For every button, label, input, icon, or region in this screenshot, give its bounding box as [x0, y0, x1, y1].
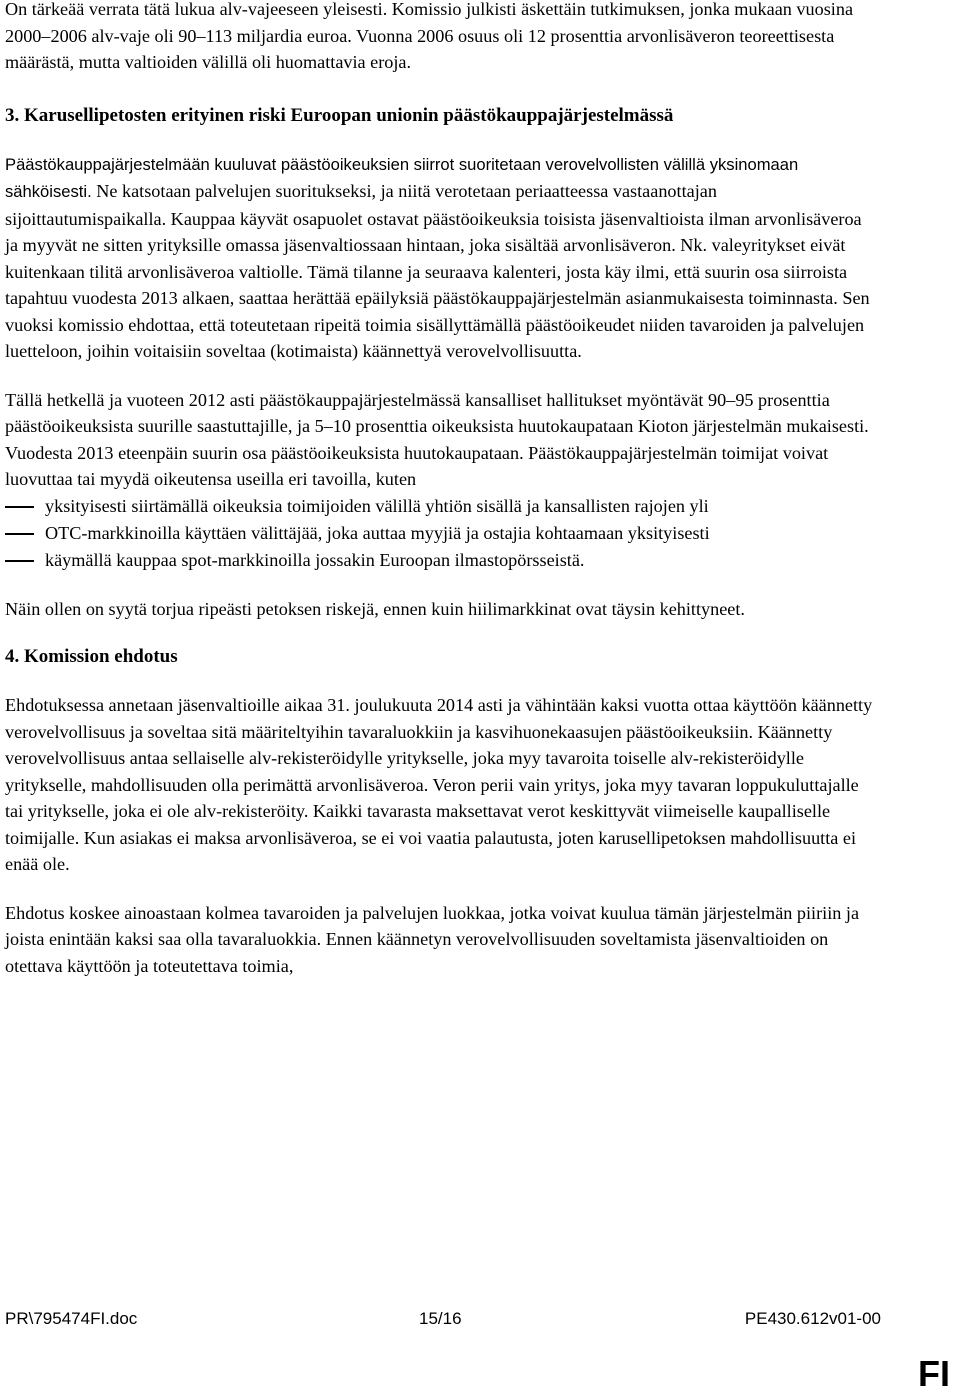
paragraph-scope: Ehdotus koskee ainoastaan kolmea tavaroiden ja palvelujen luokkaa, jotka voivat kuulua tämän järjestelmän piiriin ja joista enintään kaksi saa olla tavaraluokkia. Ennen käännetyn verovelvollisuuden soveltamista jäsenvaltioiden on otettava käyttöön ja toteutettava toimia, [5, 902, 860, 976]
dash-bullet-icon [5, 533, 34, 535]
dash-bullet-icon [5, 506, 34, 508]
document-page [5, 0, 875, 979]
paragraph-transfers-lead: Päästökauppajärjestelmään kuuluvat päästöoikeuksien siirrot suoritetaan verovelvollisten välillä yksinomaan sähköisesti. [5, 154, 799, 201]
section-4-heading: 4. Komission ehdotus [5, 646, 178, 667]
section-3-heading: 3. Karusellipetosten erityinen riski Euroopan unionin päästökauppajärjestelmässä [5, 104, 674, 126]
paragraph-fraud-risk: Näin ollen on syytä torjua ripeästi petoksen riskejä, ennen kuin hiilimarkkinat ovat täysin kehittyneet. [5, 598, 745, 619]
dash-bullet-icon [5, 560, 34, 562]
paragraph-transfers-body: Ne katsotaan palvelujen suoritukseksi, ja niitä verotetaan periaatteessa vastaanottajan sijoittautumispaikalla. Kauppaa käyvät osapuolet ostavat päästöoikeuksia toisista jäsenvaltioista ilman arvonlisäveroa ja myyvät ne sitten yrityksille omassa jäsenvaltiossaan hintaan, joka sisältää arvonlisäveron. Nk. valeyritykset eivät kuitenkaan tilitä arvonlisäveroa valtiolle. Tämä tilanne ja seuraava kalenteri, josta käy ilmi, että suurin osa siirroista tapahtuu vuodesta 2013 alkaen, saattaa herättää epäilyksiä päästökauppajärjestelmän asianmukaisesta toiminnasta. Sen vuoksi komissio ehdottaa, että toteutetaan ripeitä toimia sisällyttämällä päästöoikeudet niiden tavaroiden ja palvelujen luetteloon, joihin voitaisiin soveltaa (kotimaista) käännettyä verovelvollisuutta. [5, 181, 870, 361]
list-item [5, 547, 875, 574]
footer-document-reference: PR\795474FI.doc [5, 1309, 138, 1328]
list-item-text: OTC-markkinoilla käyttäen välittäjää, joka auttaa myyjiä ja ostajia kohtaamaan yksityisesti [45, 522, 710, 543]
list-item [5, 520, 875, 547]
paragraph-allocation: Tällä hetkellä ja vuoteen 2012 asti päästökauppajärjestelmässä kansalliset hallitukset myöntävät 90–95 prosenttia päästöoikeuksista suurille saastuttajille, ja 5–10 prosenttia oikeuksista huutokaupataan Kioton järjestelmän mukaisesti. Vuodesta 2013 eteenpäin suurin osa päästöoikeuksista huutokaupataan. Päästökauppajärjestelmän toimijat voivat luovuttaa tai myydä oikeutensa useilla eri tavoilla, kuten [5, 389, 869, 489]
paragraph-transfers [5, 151, 875, 365]
list-item [5, 493, 875, 520]
paragraph-proposal: Ehdotuksessa annetaan jäsenvaltioille aikaa 31. joulukuuta 2014 asti ja vähintään kaksi vuotta ottaa käyttöön käännetty verovelvollisuus ja soveltaa sitä määriteltyihin tavaraluokkiin ja kasvihuonekaasujen päästöoikeuksiin. Käännetty verovelvollisuus antaa sellaiselle alv-rekisteröidylle yritykselle, joka myy tavaroita toiselle alv-rekisteröidylle yritykselle, mahdollisuuden olla perimättä arvonlisäveroa. Veron perii vain yritys, joka myy tavaran loppukuluttajalle tai yritykselle, joka ei ole alv-rekisteröity. Kaikki tavarasta maksettavat verot keskittyvät viimeiselle kaupalliselle toimijalle. Kun asiakas ei maksa arvonlisäveroa, se ei voi vaatia palautusta, joten karusellipetoksen mahdollisuutta ei enää ole. [5, 695, 873, 874]
footer-pe-reference: PE430.612v01-00 [744, 1309, 881, 1328]
transfer-methods-list [5, 493, 875, 574]
list-item-text: yksityisesti siirtämällä oikeuksia toimijoiden välillä yhtiön sisällä ja kansallisten rajojen yli [45, 495, 709, 516]
paragraph-vat-gap: On tärkeää verrata tätä lukua alv-vajeeseen yleisesti. Komissio julkisti äskettäin tutkimuksen, jonka mukaan vuosina 2000–2006 alv-vaje oli 90–113 miljardia euroa. Vuonna 2006 osuus oli 12 prosenttia arvonlisäveron teoreettisesta määrästä, mutta valtioiden välillä oli huomattavia eroja. [5, 0, 854, 72]
footer-page-number: 15/16 [419, 1309, 462, 1328]
page-footer [5, 1307, 881, 1331]
language-code: FI [918, 1353, 950, 1394]
list-item-text: käymällä kauppaa spot-markkinoilla jossakin Euroopan ilmastopörsseistä. [45, 549, 585, 570]
